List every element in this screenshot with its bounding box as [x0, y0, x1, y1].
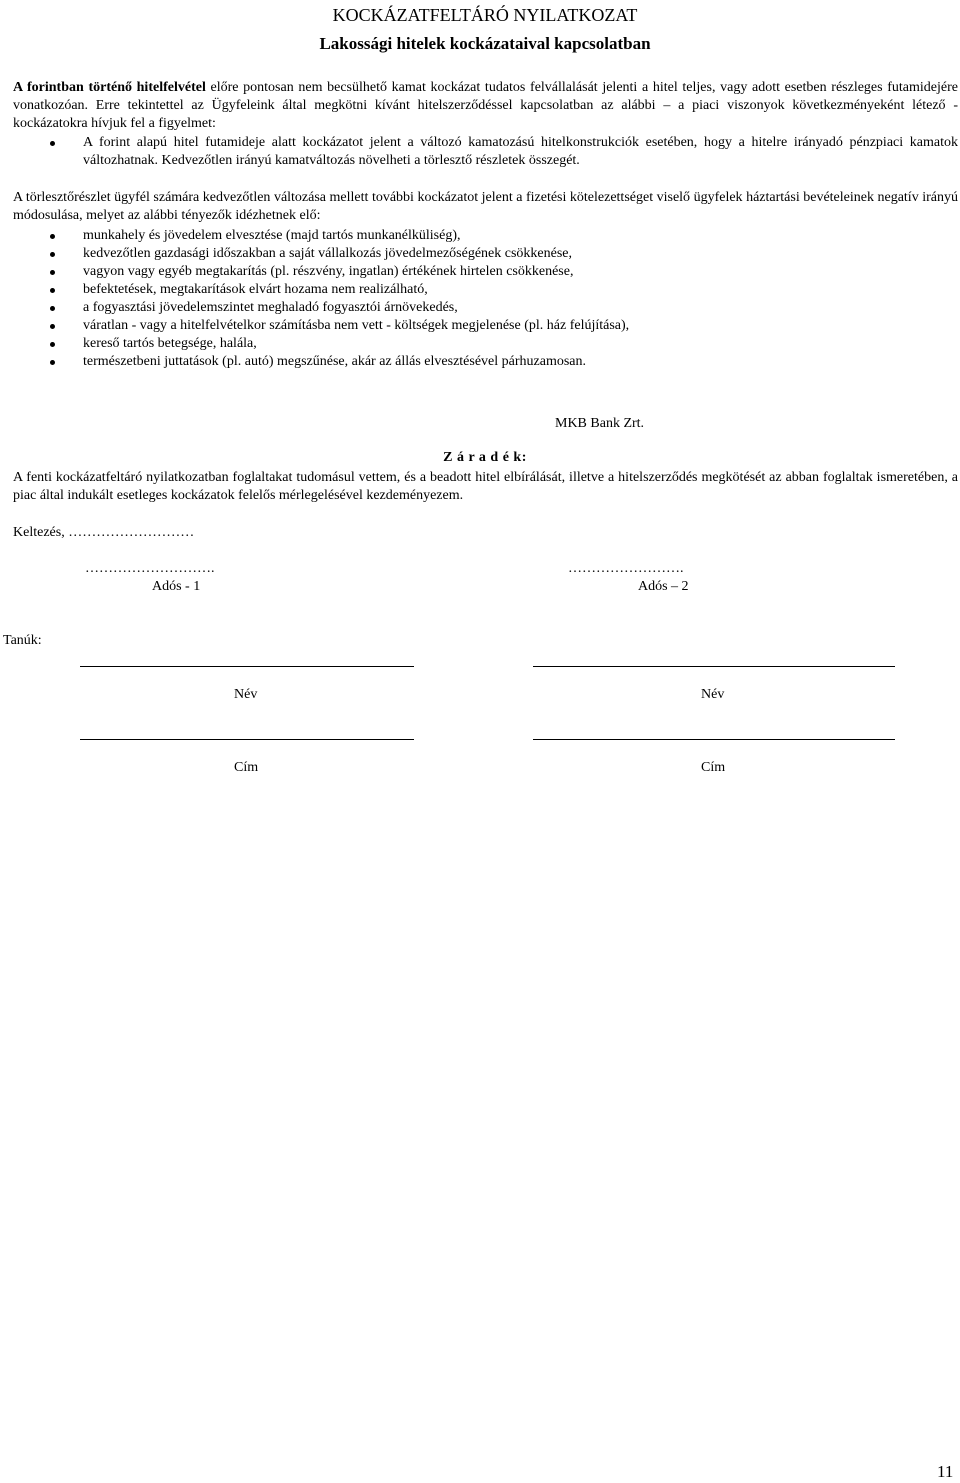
- bullet-icon: [50, 141, 55, 146]
- installment-paragraph: A törlesztőrészlet ügyfél számára kedvezőtlen változása mellett további kockázatot jelent a fizetési kötelezettséget viselő ügyfelek háztartási bevételeinek negatív irányú módosulása, melyet az alábbi tényezők idézhetnek elő:: [13, 190, 958, 223]
- clause-text: A fenti kockázatfeltáró nyilatkozatban foglaltakat tudomásul vettem, és a beadott hitel elbírálását, illetve a hitelszerződés megkötését az abban foglaltak ismeretében, a piac által indukált esetleges kockázatok felelős mérlegelésével kezdeményezem.: [13, 470, 958, 503]
- witness1-address-label: Cím: [234, 760, 259, 775]
- witness1-name-line[interactable]: [80, 666, 414, 667]
- factor-list: [13, 227, 958, 371]
- bullet-icon: [50, 288, 55, 293]
- bullet-icon: [50, 306, 55, 311]
- witness2-address-line[interactable]: [533, 739, 895, 740]
- list-item: kereső tartós betegsége, halála,: [13, 335, 958, 353]
- clause-title: Z á r a d é k:: [443, 450, 527, 465]
- list-item: természetbeni juttatások (pl. autó) megszűnése, akár az állás elvesztésével párhuzamosan.: [13, 353, 958, 371]
- bullet-icon: [50, 252, 55, 257]
- list-item: váratlan - vagy a hitelfelvételkor számításba nem vett - költségek megjelenése (pl. ház felújítása),: [13, 317, 958, 335]
- witness2-address-label: Cím: [701, 760, 726, 775]
- page-subtitle: Lakossági hitelek kockázataival kapcsolatban: [319, 34, 651, 53]
- bullet-icon: [50, 360, 55, 365]
- bank-name: MKB Bank Zrt.: [555, 416, 645, 431]
- witness1-name-label: Név: [234, 687, 258, 702]
- intro-paragraph: [13, 79, 958, 133]
- list-item: befektetések, megtakarítások elvárt hozama nem realizálható,: [13, 281, 958, 299]
- date-field[interactable]: Keltezés, ………………………: [13, 525, 195, 540]
- bullet-icon: [50, 234, 55, 239]
- witness2-name-label: Név: [701, 687, 725, 702]
- bullet-icon: [50, 324, 55, 329]
- intro-text: előre pontosan nem becsülhető kamat kockázat tudatos felvállalását jelenti a hitel teljes, vagy adott esetben részleges futamidejére vonatkozóan. Erre tekintettel az Ügyfeleink által megkötni kívánt hitelszerződéssel kapcsolatban az alábbi – a piaci viszonyok következményeként létező - kockázatokra hívjuk fel a figyelmet:: [13, 80, 958, 131]
- list-item: kedvezőtlen gazdasági időszakban a saját vállalkozás jövedelmezőségének csökkenése,: [13, 245, 958, 263]
- list-item: vagyon vagy egyéb megtakarítás (pl. részvény, ingatlan) értékének hirtelen csökkenése,: [13, 263, 958, 281]
- list-item: munkahely és jövedelem elvesztése (majd tartós munkanélküliség),: [13, 227, 958, 245]
- witness1-address-line[interactable]: [80, 739, 414, 740]
- debtor1-label: Adós - 1: [152, 579, 201, 594]
- list-item: A forint alapú hitel futamideje alatt kockázatot jelent a változó kamatozású hitelkonstrukciók esetében, hogy a hitelre irányadó pénzpiaci kamatok változhatnak. Kedvezőtlen irányú kamatváltozás növelheti a törlesztő részletek összegét.: [13, 134, 958, 170]
- witnesses-label: Tanúk:: [3, 633, 42, 648]
- page-number: 11: [937, 1462, 954, 1481]
- risk-list: [13, 134, 958, 170]
- bullet-icon: [50, 342, 55, 347]
- witness2-name-line[interactable]: [533, 666, 895, 667]
- bullet-icon: [50, 270, 55, 275]
- debtor1-signature-line[interactable]: ……………………….: [85, 561, 215, 576]
- debtor2-signature-line[interactable]: …………………….: [568, 561, 684, 576]
- page-title: KOCKÁZATFELTÁRÓ NYILATKOZAT: [332, 5, 638, 25]
- intro-bold-lead: A forintban történő hitelfelvétel: [13, 80, 206, 95]
- list-item: a fogyasztási jövedelemszintet meghaladó fogyasztói árnövekedés,: [13, 299, 958, 317]
- debtor2-label: Adós – 2: [638, 579, 689, 594]
